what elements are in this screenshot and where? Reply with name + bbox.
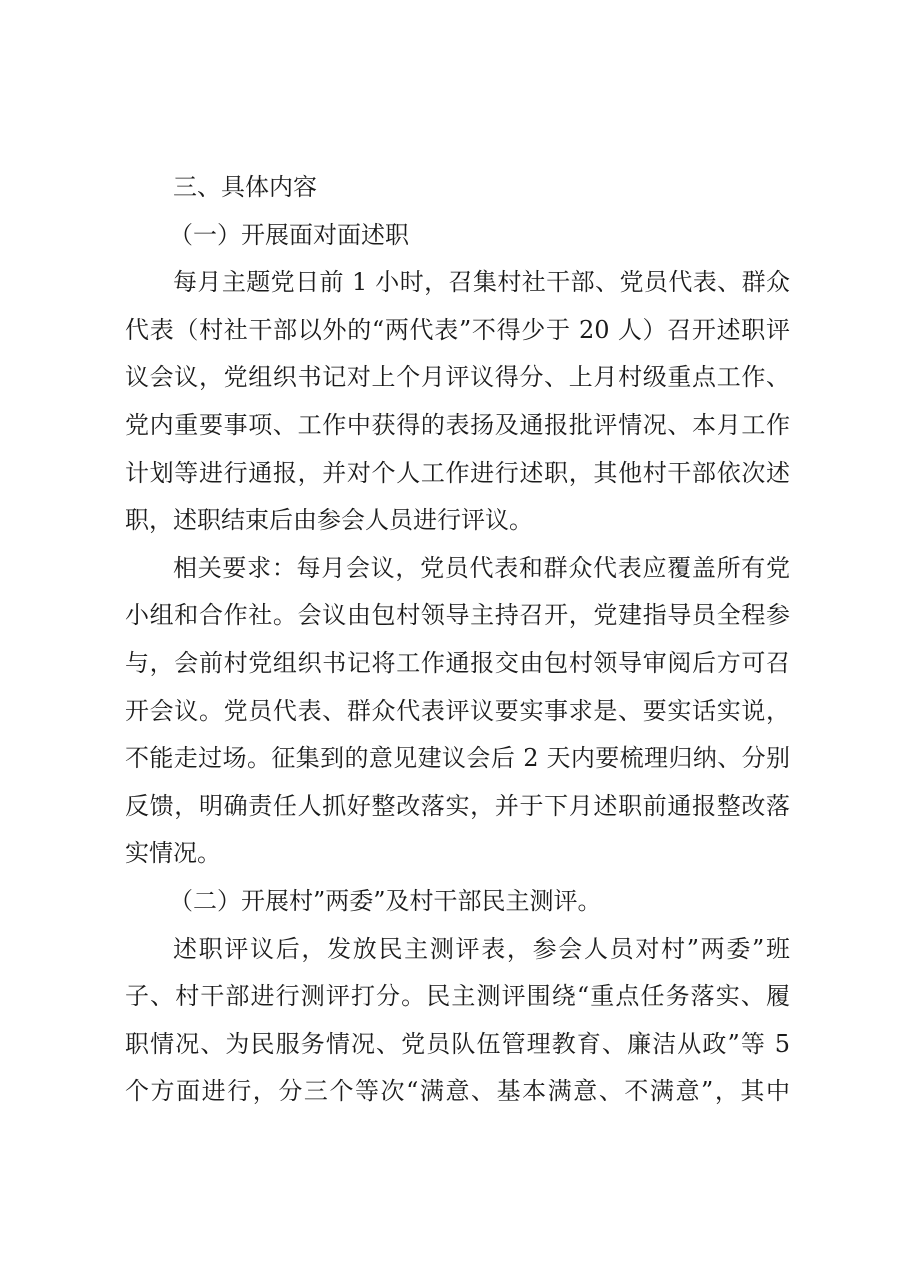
paragraph-line: 职情况、为民服务情况、党员队伍管理教育、廉洁从政”等 5 — [125, 1029, 790, 1058]
paragraph-3 — [125, 926, 790, 1116]
paragraph-line: 子、村干部进行测评打分。民主测评围绕“重点任务落实、履 — [125, 982, 790, 1011]
paragraph-line: 党内重要事项、工作中获得的表扬及通报批评情况、本月工作 — [125, 410, 790, 439]
paragraph-line: 计划等进行通报，并对个人工作进行述职，其他村干部依次述 — [125, 458, 790, 487]
paragraph-1 — [125, 259, 790, 545]
paragraph-line: 与，会前村党组织书记将工作通报交由包村领导审阅后方可召 — [125, 648, 790, 677]
paragraph-line: 述职评议后，发放民主测评表，参会人员对村”两委”班 — [173, 934, 790, 963]
paragraph-line: 职，述职结束后由参会人员进行评议。 — [125, 506, 533, 535]
paragraph-line: 不能走过场。征集到的意见建议会后 2 天内要梳理归纳、分别 — [125, 744, 790, 773]
paragraph-line: 每月主题党日前 1 小时，召集村社干部、党员代表、群众 — [173, 268, 790, 297]
paragraph-2 — [125, 545, 790, 878]
paragraph-line: 代表（村社干部以外的“两代表”不得少于 20 人）召开述职评 — [125, 315, 790, 344]
section-heading: 三、具体内容 — [173, 173, 317, 201]
paragraph-line: 实情况。 — [125, 839, 221, 868]
paragraph-line: 开会议。党员代表、群众代表评议要实事求是、要实话实说， — [125, 696, 790, 725]
document-page — [125, 164, 790, 1116]
paragraph-line: 议会议，党组织书记对上个月评议得分、上月村级重点工作、 — [125, 363, 790, 392]
paragraph-line: 反馈，明确责任人抓好整改落实，并于下月述职前通报整改落 — [125, 791, 790, 820]
paragraph-line: 小组和合作社。会议由包村领导主持召开，党建指导员全程参 — [125, 601, 790, 630]
paragraph-line: 个方面进行，分三个等次“满意、基本满意、不满意”，其中 — [125, 1077, 790, 1106]
paragraph-line: 相关要求：每月会议，党员代表和群众代表应覆盖所有党 — [173, 553, 790, 582]
subsection-title-1: （一）开展面对面述职 — [169, 220, 409, 249]
subsection-title-2: （二）开展村”两委”及村干部民主测评。 — [169, 886, 602, 915]
